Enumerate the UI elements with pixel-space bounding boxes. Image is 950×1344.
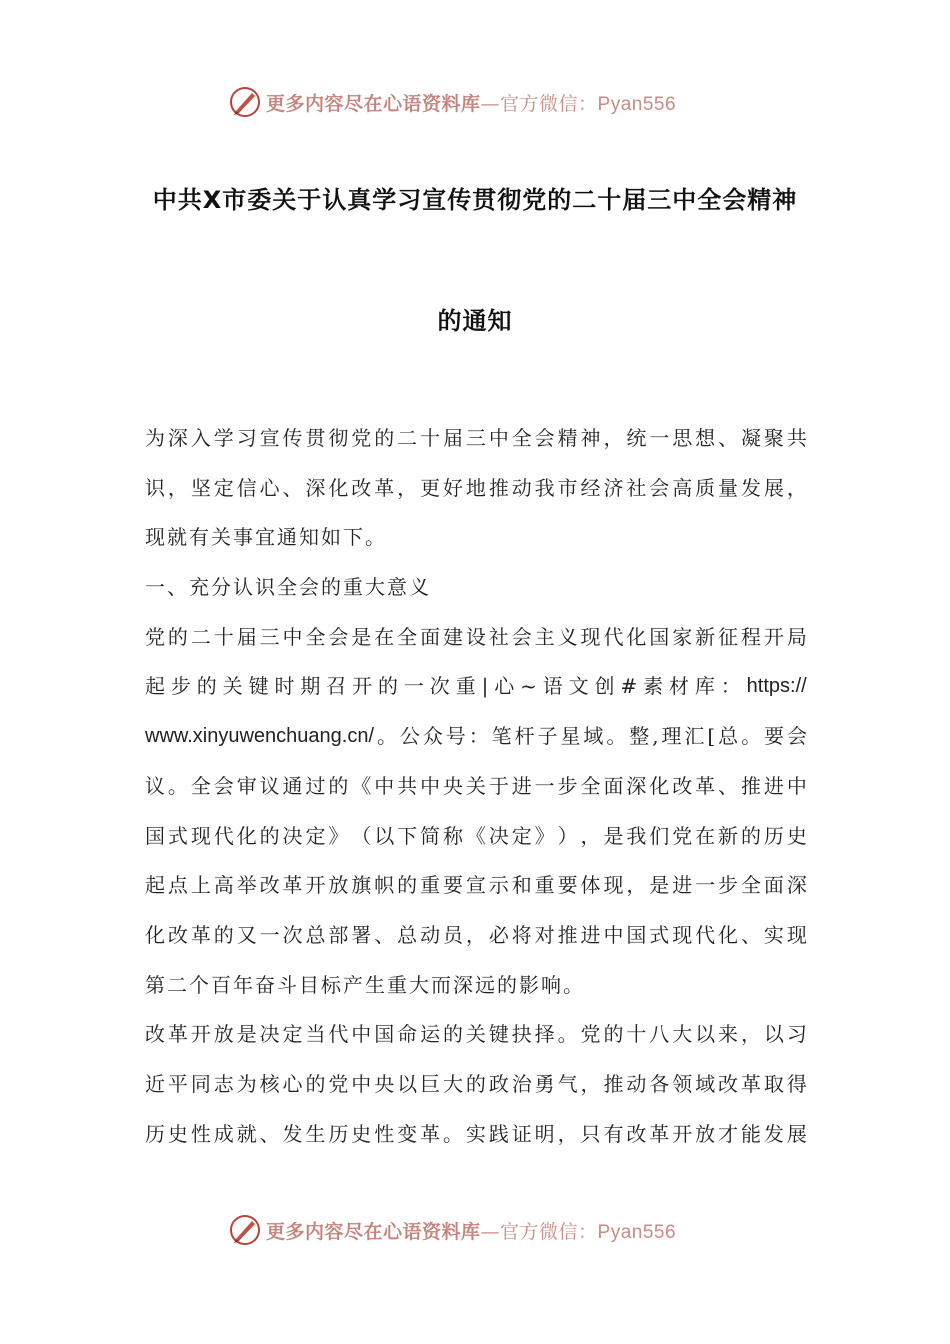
watermark-id: Pyan556 <box>597 1221 677 1243</box>
pen-logo-icon <box>228 85 262 119</box>
body-line: 为 深 入 学 习 宣 传 贯 彻 党 的 二 十 届 三 中 全 会 精 神 ， 统 一 思 想 、 凝 聚 共 <box>145 426 807 450</box>
body-line: 识 ， 坚 定 信 心 、 深 化 改 革 ， 更 好 地 推 动 我 市 经 济 社 会 高 质 量 发 展 ， <box>145 475 807 500</box>
watermark-footer <box>228 1210 676 1250</box>
body-line: 一、充分认识全会的重大意义 <box>145 575 431 600</box>
body-line: 第二个百年奋斗目标产生重大而深远的影响。 <box>145 972 585 997</box>
document-body <box>145 414 807 1159</box>
pen-logo-icon <box>228 1213 262 1247</box>
watermark-dash: — <box>480 92 501 115</box>
body-line: 现就有关事宜通知如下。 <box>145 525 387 550</box>
body-line: 改 革 开 放 是 决 定 当 代 中 国 命 运 的 关 键 抉 择 。 党 的 十 八 大 以 来 ， 以 习 <box>145 1022 807 1047</box>
document-title-line-1: 中共X市委关于认真学习宣传贯彻党的二十届三中全会精神 <box>152 186 798 214</box>
body-line: 议 。 全 会 审 议 通 过 的 《 中 共 中 央 关 于 进 一 步 全 面 深 化 改 革 、 推 进 中 <box>145 773 807 798</box>
watermark-label: 官方微信： <box>500 92 598 115</box>
body-line: 近 平 同 志 为 核 心 的 党 中 央 以 巨 大 的 政 治 勇 气 ， 推 动 各 领 域 改 革 取 得 <box>145 1071 807 1096</box>
body-line: 起 步 的 关 键 时 期 召 开 的 一 次 重 | 心 ~ 语 文 创 # 素 材 库 ： https:// <box>145 674 807 699</box>
watermark-dash: — <box>480 1220 501 1243</box>
watermark-text <box>266 1217 676 1244</box>
body-line: 起 点 上 高 举 改 革 开 放 旗 帜 的 重 要 宣 示 和 重 要 体 现 ， 是 进 一 步 全 面 深 <box>145 873 807 898</box>
watermark-text <box>266 89 676 116</box>
watermark-brand: 更多内容尽在心语资料库 <box>266 1220 481 1243</box>
watermark-label: 官方微信： <box>500 1220 598 1243</box>
body-line: 历 史 性 成 就 、 发 生 历 史 性 变 革 。 实 践 证 明 ， 只 有 改 革 开 放 才 能 发 展 <box>145 1121 807 1146</box>
body-line: 党 的 二 十 届 三 中 全 会 是 在 全 面 建 设 社 会 主 义 现 代 化 国 家 新 征 程 开 局 <box>145 624 807 649</box>
body-line: www.xinyuwenchuang.cn/ 。 公 众 号 ： 笔 杆 子 星 域 。 整 , 理 汇 [ 总 。 要 会 <box>145 724 807 749</box>
body-line: 国 式 现 代 化 的 决 定 》 （ 以 下 简 称 《 决 定 》 ） ， 是 我 们 党 在 新 的 历 史 <box>145 823 807 848</box>
body-line: 化 改 革 的 又 一 次 总 部 署 、 总 动 员 ， 必 将 对 推 进 中 国 式 现 代 化 、 实 现 <box>145 922 807 947</box>
watermark-header <box>228 82 676 122</box>
watermark-id: Pyan556 <box>597 93 677 115</box>
watermark-brand: 更多内容尽在心语资料库 <box>266 92 481 115</box>
document-title-line-2: 的通知 <box>437 307 513 335</box>
